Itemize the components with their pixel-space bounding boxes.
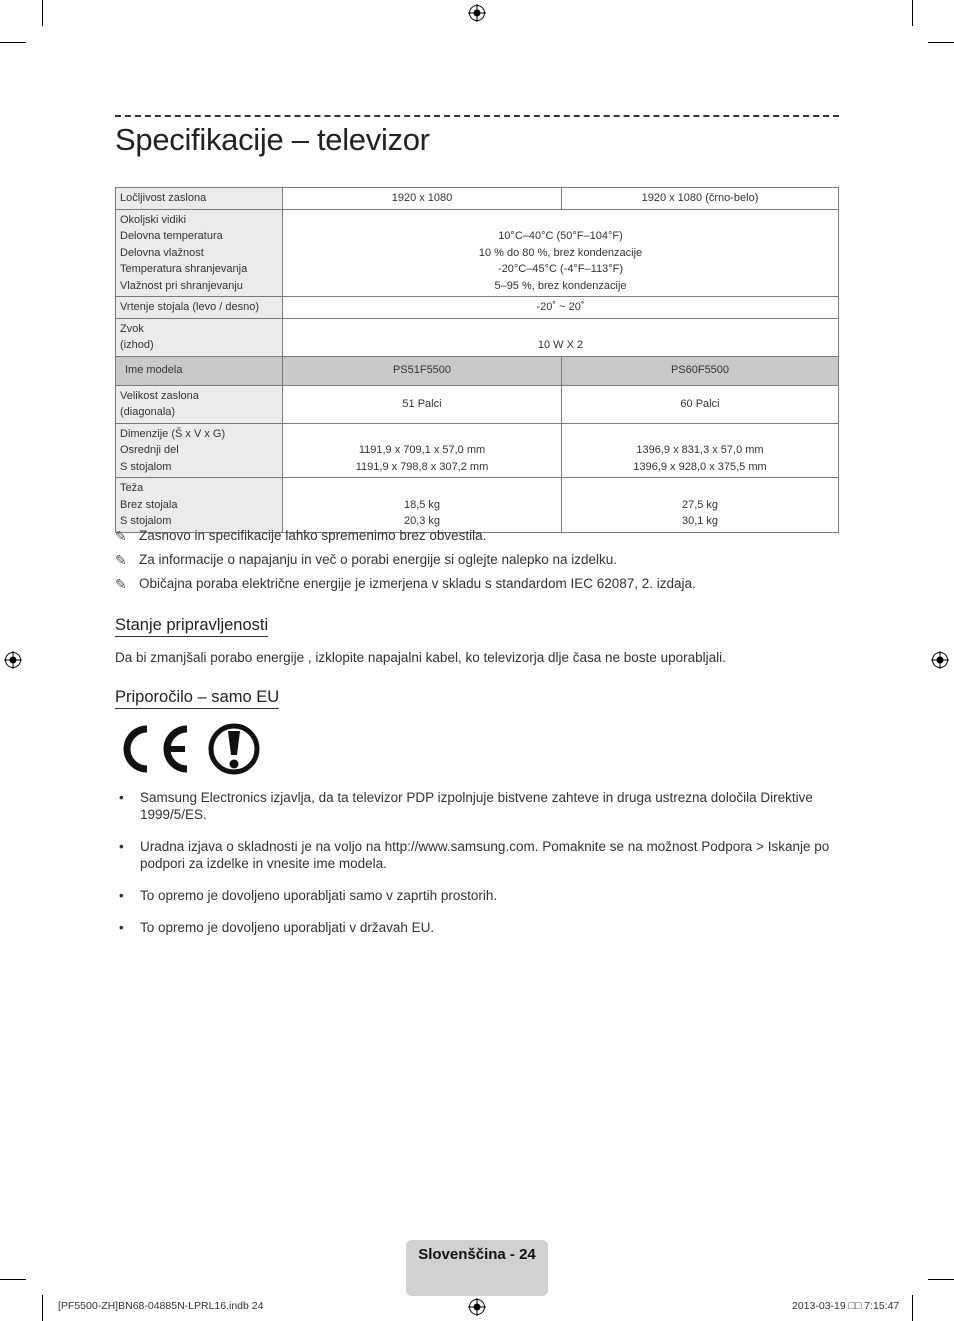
crop-mark — [42, 1295, 43, 1321]
cell-value: 51 Palci — [283, 385, 562, 423]
value-line: 10°C–40°C (50°F–104°F) — [498, 230, 623, 242]
value-line: 30,1 kg — [681, 515, 719, 527]
crop-mark — [42, 0, 43, 26]
list-item: • To opremo je dovoljeno uporabljati samo v zaprtih prostorih. — [115, 887, 845, 904]
cell-value: 60 Palci — [562, 385, 839, 423]
label-line: Okoljski vidiki — [120, 213, 187, 226]
label-line: Delovna vlažnost — [120, 246, 204, 259]
row-label — [116, 318, 283, 356]
label-line: S stojalom — [120, 515, 172, 527]
table-row — [116, 318, 839, 356]
cell-value: 1920 x 1080 (črno-belo) — [562, 188, 839, 210]
note-text: Zasnovo in specifikacije lahko spremenimo brez obvestila. — [139, 528, 487, 543]
cell-value: -20˚ ~ 20˚ — [283, 297, 839, 319]
label-line: Vlažnost pri shranjevanju — [120, 279, 243, 292]
table-row — [116, 385, 839, 423]
cell-value: PS60F5500 — [562, 356, 839, 385]
compliance-marks — [115, 722, 261, 776]
file-imprint: [PF5500-ZH]BN68-04885N-LPRL16.indb 24 — [58, 1300, 264, 1312]
standby-heading: Stanje pripravljenosti — [115, 616, 268, 637]
value-line: 27,5 kg — [681, 498, 719, 511]
row-label: Vrtenje stojala (levo / desno) — [116, 297, 283, 319]
label-line: (diagonala) — [120, 406, 176, 418]
title-dashed-rule — [115, 115, 839, 117]
registration-mark-icon — [468, 4, 486, 22]
label-line: Velikost zaslona — [120, 389, 199, 402]
crop-mark — [0, 42, 26, 43]
row-label: Ime modela — [116, 356, 283, 385]
table-row — [116, 188, 839, 210]
value-line: 5–95 %, brez kondenzacije — [494, 279, 627, 292]
cell-value — [562, 478, 839, 533]
cell-value — [562, 423, 839, 478]
note-pencil-icon: ✎ — [115, 552, 127, 568]
label-line: Temperatura shranjevanja — [120, 263, 248, 275]
label-line: (izhod) — [120, 339, 154, 351]
ce-mark-icon — [115, 722, 197, 776]
note-item — [115, 527, 845, 551]
crop-mark — [0, 1279, 26, 1280]
registration-mark-icon — [4, 651, 22, 669]
list-item: • Samsung Electronics izjavlja, da ta televizor PDP izpolnjuje bistvene zahteve in druga ustrezna določila Direktive 1999/5/ES. — [115, 789, 845, 823]
eu-bullet-list — [115, 789, 845, 936]
cell-value — [283, 423, 562, 478]
row-label — [116, 385, 283, 423]
label-line: Brez stojala — [120, 498, 178, 511]
page-number-tab: Slovenščina - 24 — [406, 1240, 548, 1296]
row-label — [116, 423, 283, 478]
eu-heading: Priporočilo – samo EU — [115, 688, 279, 709]
crop-mark — [928, 42, 954, 43]
value-line: -20°C–45°C (-4°F–113°F) — [498, 263, 623, 275]
label-line: Teža — [120, 482, 144, 494]
table-row — [116, 423, 839, 478]
value-line: 1396,9 x 928,0 x 375,5 mm — [633, 460, 767, 473]
label-line: Dimenzije (Š x V x G) — [120, 427, 226, 440]
spec-table — [115, 187, 839, 533]
row-label: Ločljivost zaslona — [116, 188, 283, 210]
cell-value — [283, 209, 839, 297]
crop-mark — [912, 0, 913, 26]
cell-value: PS51F5500 — [283, 356, 562, 385]
note-item — [115, 551, 845, 575]
notes-list — [115, 527, 845, 599]
note-item — [115, 575, 845, 599]
label-line: Delovna temperatura — [120, 230, 223, 242]
list-item: • Uradna izjava o skladnosti je na voljo na http://www.samsung.com. Pomaknite se na možnost Podpora > Iskanje po podpori za izdelke in vnesite ime modela. — [115, 838, 845, 872]
label-line: Osrednji del — [120, 444, 179, 456]
row-label — [116, 209, 283, 297]
value-line: 1191,9 x 709,1 x 57,0 mm — [358, 444, 486, 456]
value-line: 18,5 kg — [403, 498, 441, 511]
registration-mark-icon — [468, 1298, 486, 1316]
label-line: Zvok — [120, 322, 144, 335]
table-row — [116, 356, 839, 385]
note-pencil-icon: ✎ — [115, 576, 127, 592]
row-label — [116, 478, 283, 533]
cell-value — [283, 478, 562, 533]
value-line: 1396,9 x 831,3 x 57,0 mm — [636, 444, 764, 456]
value-line: 20,3 kg — [403, 515, 441, 527]
note-text: Običajna poraba električne energije je izmerjena v skladu s standardom IEC 62087, 2. izdaja. — [139, 576, 696, 591]
value-line: 1191,9 x 798,8 x 307,2 mm — [355, 460, 489, 473]
standby-text: Da bi zmanjšali porabo energije , izklopite napajalni kabel, ko televizorja dlje časa ne boste uporabljali. — [115, 650, 726, 665]
list-item: • To opremo je dovoljeno uporabljati v državah EU. — [115, 919, 845, 936]
table-row — [116, 209, 839, 297]
table-row — [116, 297, 839, 319]
note-text: Za informacije o napajanju in več o porabi energije si oglejte nalepko na izdelku. — [139, 552, 618, 567]
cell-value: 1920 x 1080 — [283, 188, 562, 210]
table-row — [116, 478, 839, 533]
registration-mark-icon — [931, 651, 949, 669]
alert-circle-icon — [207, 722, 261, 776]
crop-mark — [912, 1295, 913, 1321]
cell-value: 10 W X 2 — [283, 318, 839, 356]
value-line: 10 % do 80 %, brez kondenzacije — [478, 246, 643, 259]
page-title: Specifikacije – televizor — [115, 122, 430, 157]
crop-mark — [928, 1279, 954, 1280]
label-line: S stojalom — [120, 460, 172, 473]
note-pencil-icon: ✎ — [115, 528, 127, 544]
timestamp-imprint: 2013-03-19 □□ 7:15:47 — [792, 1300, 900, 1312]
